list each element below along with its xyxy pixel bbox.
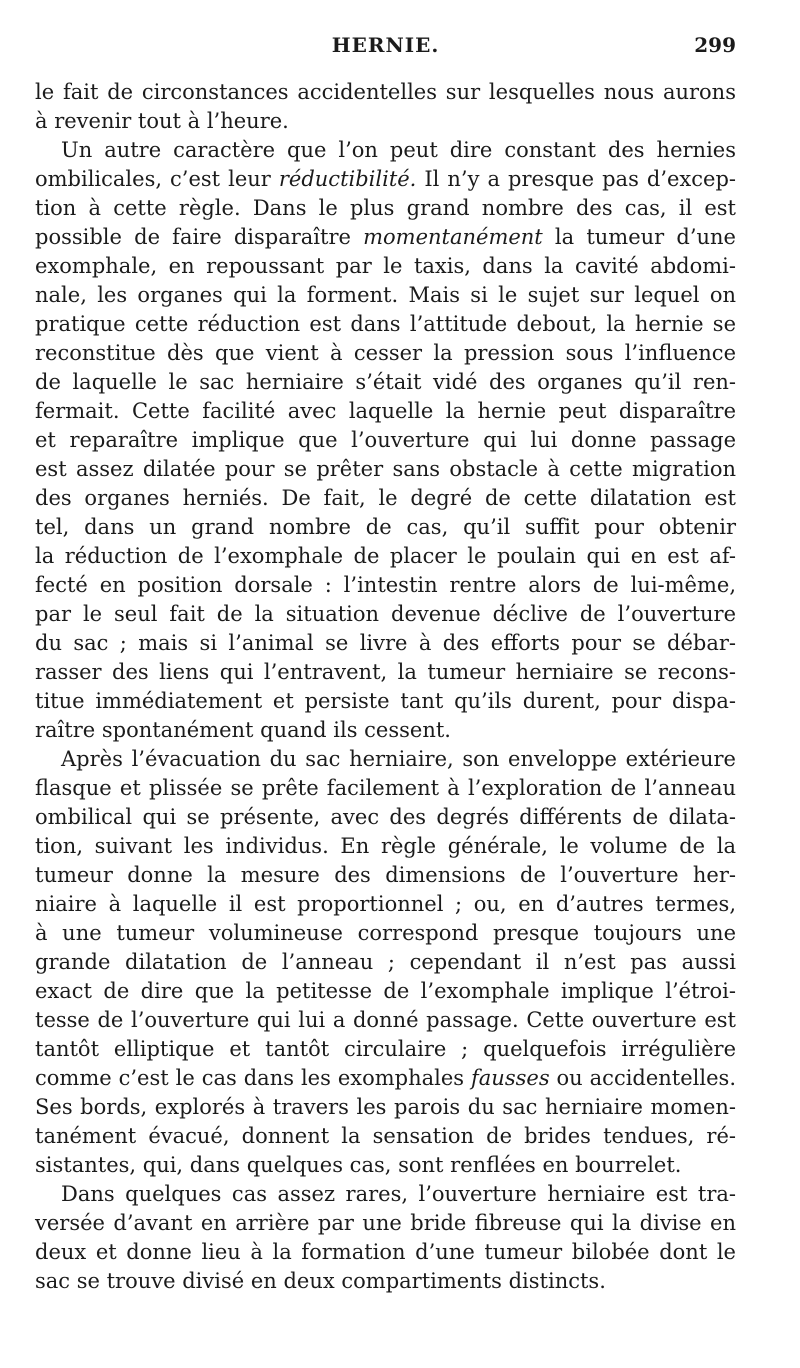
text-line	[35, 223, 736, 252]
text-line: tanément évacué, donnent la sensation de brides tendues, ré-	[35, 1124, 736, 1148]
text-line: tantôt elliptique et tantôt circulaire ; quelquefois irrégulière	[35, 1037, 736, 1061]
running-title: HERNIE.	[331, 33, 440, 57]
text-line: rasser des liens qui l’entravent, la tumeur herniaire se recons-	[35, 660, 736, 684]
text-line: grande dilatation de l’anneau ; cependant il n’est pas aussi	[35, 950, 736, 974]
page-number: 299	[694, 33, 736, 57]
text-line: exact de dire que la petitesse de l’exomphale implique l’étroi-	[35, 979, 736, 1003]
text-line: tumeur donne la mesure des dimensions de l’ouverture her-	[35, 863, 736, 887]
text-line: est assez dilatée pour se prêter sans obstacle à cette migration	[35, 457, 736, 481]
text-line: de laquelle le sac herniaire s’était vidé des organes qu’il ren-	[35, 370, 736, 394]
text-line: Après l’évacuation du sac herniaire, son enveloppe extérieure	[61, 747, 736, 771]
text-line: des organes herniés. De fait, le degré de cette dilatation est	[35, 486, 736, 510]
text-line: du sac ; mais si l’animal se livre à des efforts pour se débar-	[35, 631, 736, 655]
text-line: exomphale, en repoussant par le taxis, dans la cavité abdomi-	[35, 254, 736, 278]
text-line: titue immédiatement et persiste tant qu’ils durent, pour dispa-	[35, 689, 736, 713]
text-segment: ombilicales, c’est leur	[35, 167, 271, 191]
text-line: Dans quelques cas assez rares, l’ouverture herniaire est tra-	[61, 1182, 736, 1206]
italic-term: réductibilité.	[278, 167, 417, 191]
text-line: nale, les organes qui la forment. Mais si le sujet sur lequel on	[35, 283, 736, 307]
text-line: à une tumeur volumineuse correspond presque toujours une	[35, 921, 736, 945]
text-line: flasque et plissée se prête facilement à l’exploration de l’anneau	[35, 776, 736, 800]
text-line: tel, dans un grand nombre de cas, qu’il suffit pour obtenir	[35, 515, 736, 539]
text-line: tion, suivant les individus. En règle générale, le volume de la	[35, 834, 736, 858]
text-line: fermait. Cette facilité avec laquelle la hernie peut disparaître	[35, 399, 736, 423]
text-line: à revenir tout à l’heure.	[35, 109, 289, 133]
text-segment: comme c’est le cas dans les exomphales	[35, 1066, 465, 1090]
text-line: Un autre caractère que l’on peut dire constant des hernies	[61, 138, 736, 162]
body-text	[35, 78, 736, 1296]
text-line: sac se trouve divisé en deux compartiments distincts.	[35, 1269, 606, 1293]
text-line: niaire à laquelle il est proportionnel ; ou, en d’autres termes,	[35, 892, 736, 916]
text-line: et reparaître implique que l’ouverture qui lui donne passage	[35, 428, 736, 452]
text-segment: la tumeur d’une	[542, 225, 736, 249]
text-line: pratique cette réduction est dans l’attitude debout, la hernie se	[35, 312, 736, 336]
text-segment: ou accidentelles.	[549, 1066, 736, 1090]
text-segment: possible de faire disparaître	[35, 225, 351, 249]
text-line: sistantes, qui, dans quelques cas, sont renflées en bourrelet.	[35, 1153, 682, 1177]
text-line: fecté en position dorsale : l’intestin rentre alors de lui-même,	[35, 573, 736, 597]
text-line	[35, 165, 736, 194]
text-line: tesse de l’ouverture qui lui a donné passage. Cette ouverture est	[35, 1008, 736, 1032]
text-line: Ses bords, explorés à travers les parois du sac herniaire momen-	[35, 1095, 736, 1119]
text-line: ombilical qui se présente, avec des degrés différents de dilata-	[35, 805, 736, 829]
text-segment: Il n’y a presque pas d’excep-	[416, 167, 736, 191]
italic-term: momentanément	[363, 225, 543, 249]
text-line: reconstitue dès que vient à cesser la pression sous l’influence	[35, 341, 736, 365]
italic-term: fausses	[471, 1066, 550, 1090]
text-line	[35, 1064, 736, 1093]
text-line: versée d’avant en arrière par une bride fibreuse qui la divise en	[35, 1211, 736, 1235]
page-header	[35, 33, 736, 63]
text-line: par le seul fait de la situation devenue déclive de l’ouverture	[35, 602, 736, 626]
text-line: tion à cette règle. Dans le plus grand nombre des cas, il est	[35, 196, 736, 220]
text-line: raître spontanément quand ils cessent.	[35, 718, 451, 742]
text-line: la réduction de l’exomphale de placer le poulain qui en est af-	[35, 544, 736, 568]
text-line: deux et donne lieu à la formation d’une tumeur bilobée dont le	[35, 1240, 736, 1264]
text-line: le fait de circonstances accidentelles sur lesquelles nous aurons	[35, 80, 736, 104]
